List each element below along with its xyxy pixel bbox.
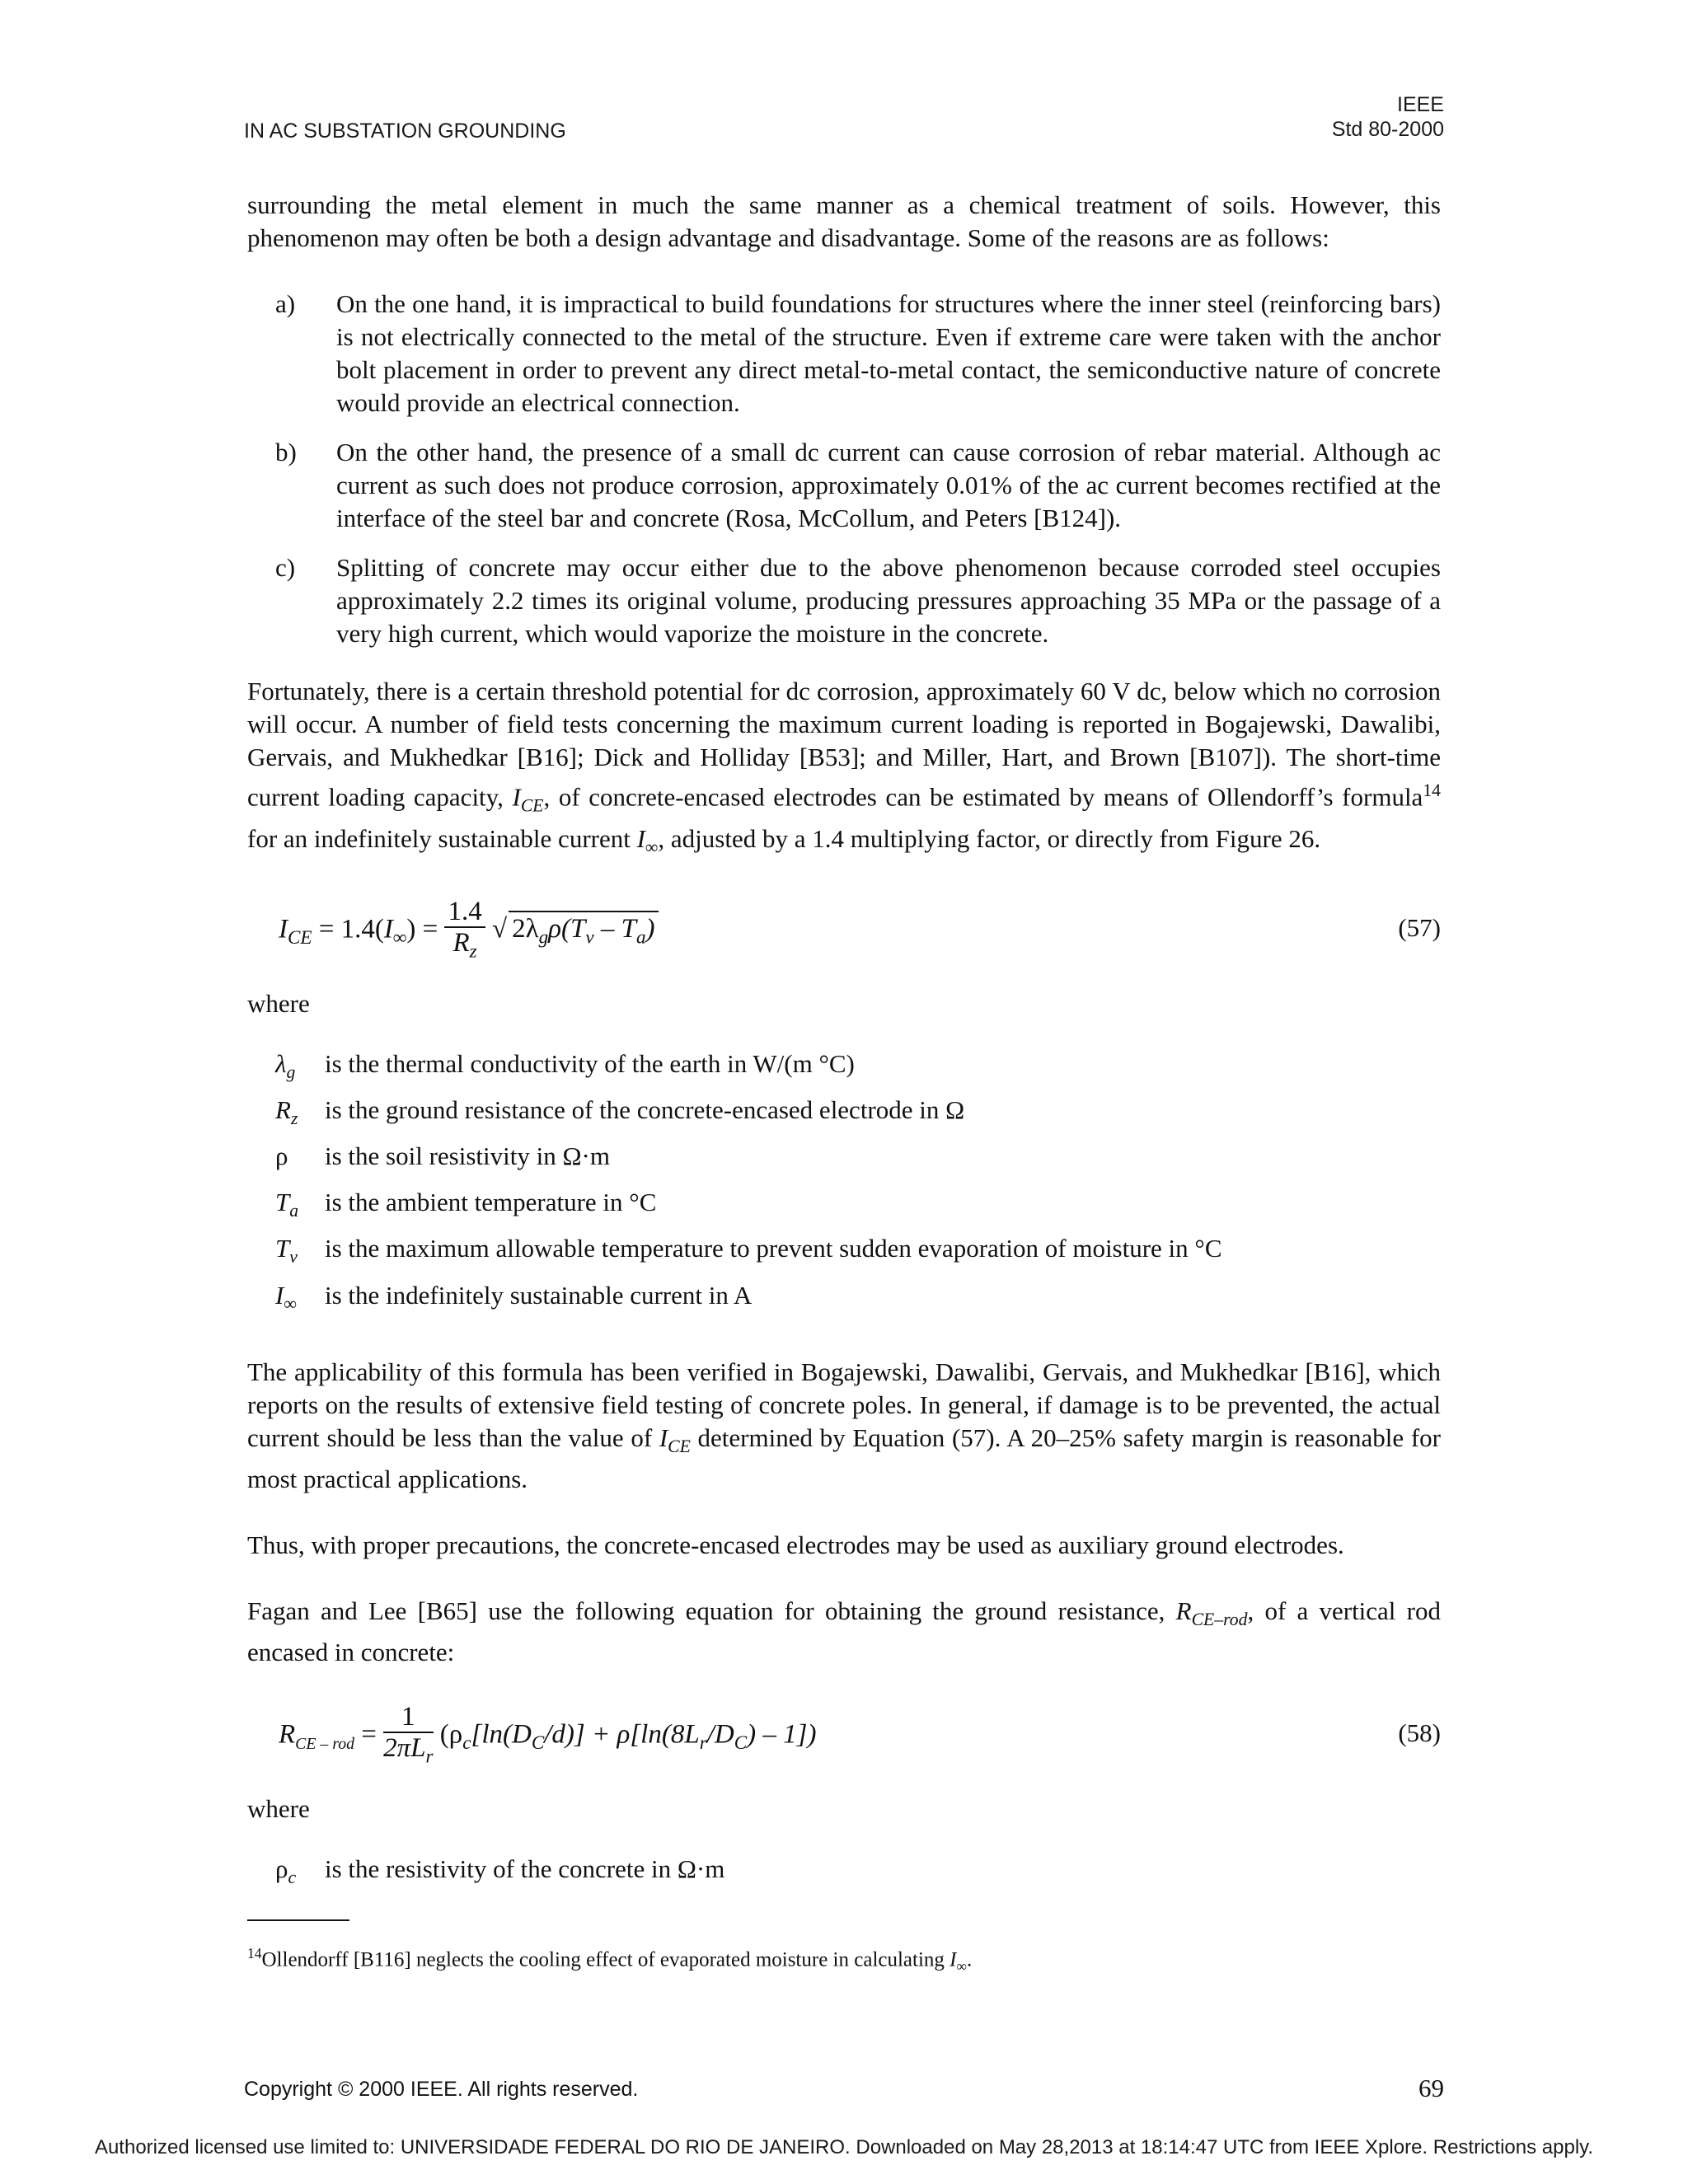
copyright-notice: Copyright © 2000 IEEE. All rights reserved. [244,2078,639,2101]
paragraph-fagan-lee: Fagan and Lee [B65] use the following equation for obtaining the ground resistance, $R_{CE-rod}$, of a vertical rod encased in concrete: [247,1596,1441,1667]
list-item-text: On the other hand, the presence of a small dc current can cause corrosion of rebar material. Although ac current as such does not produce corrosion, approximately 0.01% of the ac current becomes rectified at the interface of the steel bar and concrete (Rosa, McCollum, and Peters [B124]). [336,438,1441,532]
where-label: where [247,1794,310,1824]
running-header-title: IN AC SUBSTATION GROUNDING [244,120,566,143]
variable-definitions-2 [247,1850,1441,1896]
variable-row: $T_v$ is the maximum allowable temperature to prevent sudden evaporation of moisture in °C [275,1234,1222,1268]
main-body [247,189,1441,1896]
list-item-text: Splitting of concrete may occur either due to the above phenomenon because corroded steel occupies approximately 2.2 times its original volume, producing pressures approaching 35 MPa or the passage of a very high current, which would vaporize the moisture in the concrete. [336,553,1441,648]
variable-row: $R_z$ is the ground resistance of the concrete-encased electrode in Ω [275,1094,965,1129]
paragraph-applicability: The applicability of this formula has been verified in Bogajewski, Dawalibi, Gervais, and Mukhedkar [B16], which reports on the results of extensive field testing of concrete poles. In general, if damage is to be prevented, the actual current should be less than the value of $I_{CE}$ determined by Equation (57). A 20–25% safety margin is reasonable for most practical applications. [247,1357,1441,1494]
variable-row: $T_a$ is the ambient temperature in °C [275,1188,657,1221]
running-header-standard [1332,92,1444,142]
paragraph-threshold: Fortunately, there is a certain threshold potential for dc corrosion, approximately 60 V dc, below which no corrosion will occur. A number of field tests concerning the maximum current loading is reported in Bogajewski, Dawalibi, Gervais, and Mukhedkar [B16]; Dick and Holliday [B53]; and Miller, Hart, and Brown [B107]). The short-time current loading capacity, $I_{CE}$, of concrete-encased electrodes can be estimated by means of Ollendorff’s formula$^{14}$ for an indefinitely sustainable current $I_\infty$, adjusted by a 1.4 multiplying factor, or directly from Figure 26. [247,677,1442,857]
where-label: where [247,988,310,1018]
authorized-use-notice: Authorized licensed use limited to: UNIVERSIDADE FEDERAL DO RIO DE JANEIRO. Downloaded on May 28,2013 at 18:14:47 UTC from IEEE Xplore. Restrictions apply. [94,2136,1594,2158]
equation-57-expression: $I_{CE} = 1.4(I_\infty)$ = $\frac{1.4}{R_z}$ √ $2\lambda_g\rho(T_v - T_a)$ [279,897,659,966]
variable-row: $\rho_c$ is the resistivity of the concrete in Ω·m [275,1854,725,1888]
footnote-ref[interactable]: 14 [1423,780,1442,800]
list-marker: a) [275,289,296,318]
equation-number: (58) [1398,1718,1441,1748]
equation-58-expression: $R_{CE - rod}$ = $\frac{1}{2\pi L_r}$ $(\rho_c[\ln(D_C/d)] + \rho[\ln(8L_r/D_C) - 1])$ [279,1702,816,1771]
header-std-number: Std 80-2000 [1331,118,1444,141]
footnote-divider [247,1919,349,1921]
list-item [247,288,1441,419]
equation-number: (57) [1398,912,1441,942]
intro-paragraph: surrounding the metal element in much the same manner as a chemical treatment of soils. However, this phenomenon may often be both a design advantage and disadvantage. Some of the reasons are as follows: [247,190,1441,252]
reasons-list [247,288,1441,650]
footnote: $^{14}$Ollendorff [B116] neglects the cooling effect of evaporated moisture in calculating $I_\infty$. [247,1945,973,1975]
variable-row: ρ is the soil resistivity in Ω·m [275,1141,610,1171]
variable-row: $\lambda_g$ is the thermal conductivity of the earth in W/(m °C) [275,1048,855,1082]
equation-57-radical: $2\lambda_g\rho(T_v - T_a)$ [509,911,658,954]
paragraph-precautions: Thus, with proper precautions, the concrete-encased electrodes may be used as auxiliary ground electrodes. [247,1530,1344,1560]
equation-57 [247,888,1441,979]
page-number: 69 [1418,2074,1444,2102]
list-item-text: On the one hand, it is impractical to build foundations for structures where the inner steel (reinforcing bars) is not electrically connected to the metal of the structure. Even if extreme care were taken with the anchor bolt placement in order to prevent any direct metal-to-metal contact, the semiconductive nature of concrete would provide an electrical connection. [336,289,1441,417]
footnote-mark: 14 [247,1945,262,1961]
list-item [247,551,1441,650]
variable-row: $I_\infty$ is the indefinitely sustainable current in A [275,1280,753,1314]
equation-58-fraction: $\frac{1}{2\pi L_r}$ [383,1702,434,1767]
variable-definitions [247,1045,1441,1323]
list-marker: b) [275,438,297,466]
list-marker: c) [275,553,296,582]
list-item [247,436,1441,535]
header-org: IEEE [1397,93,1444,116]
equation-57-fraction: $\frac{1.4}{R_z}$ [444,897,485,966]
equation-58 [247,1694,1441,1784]
